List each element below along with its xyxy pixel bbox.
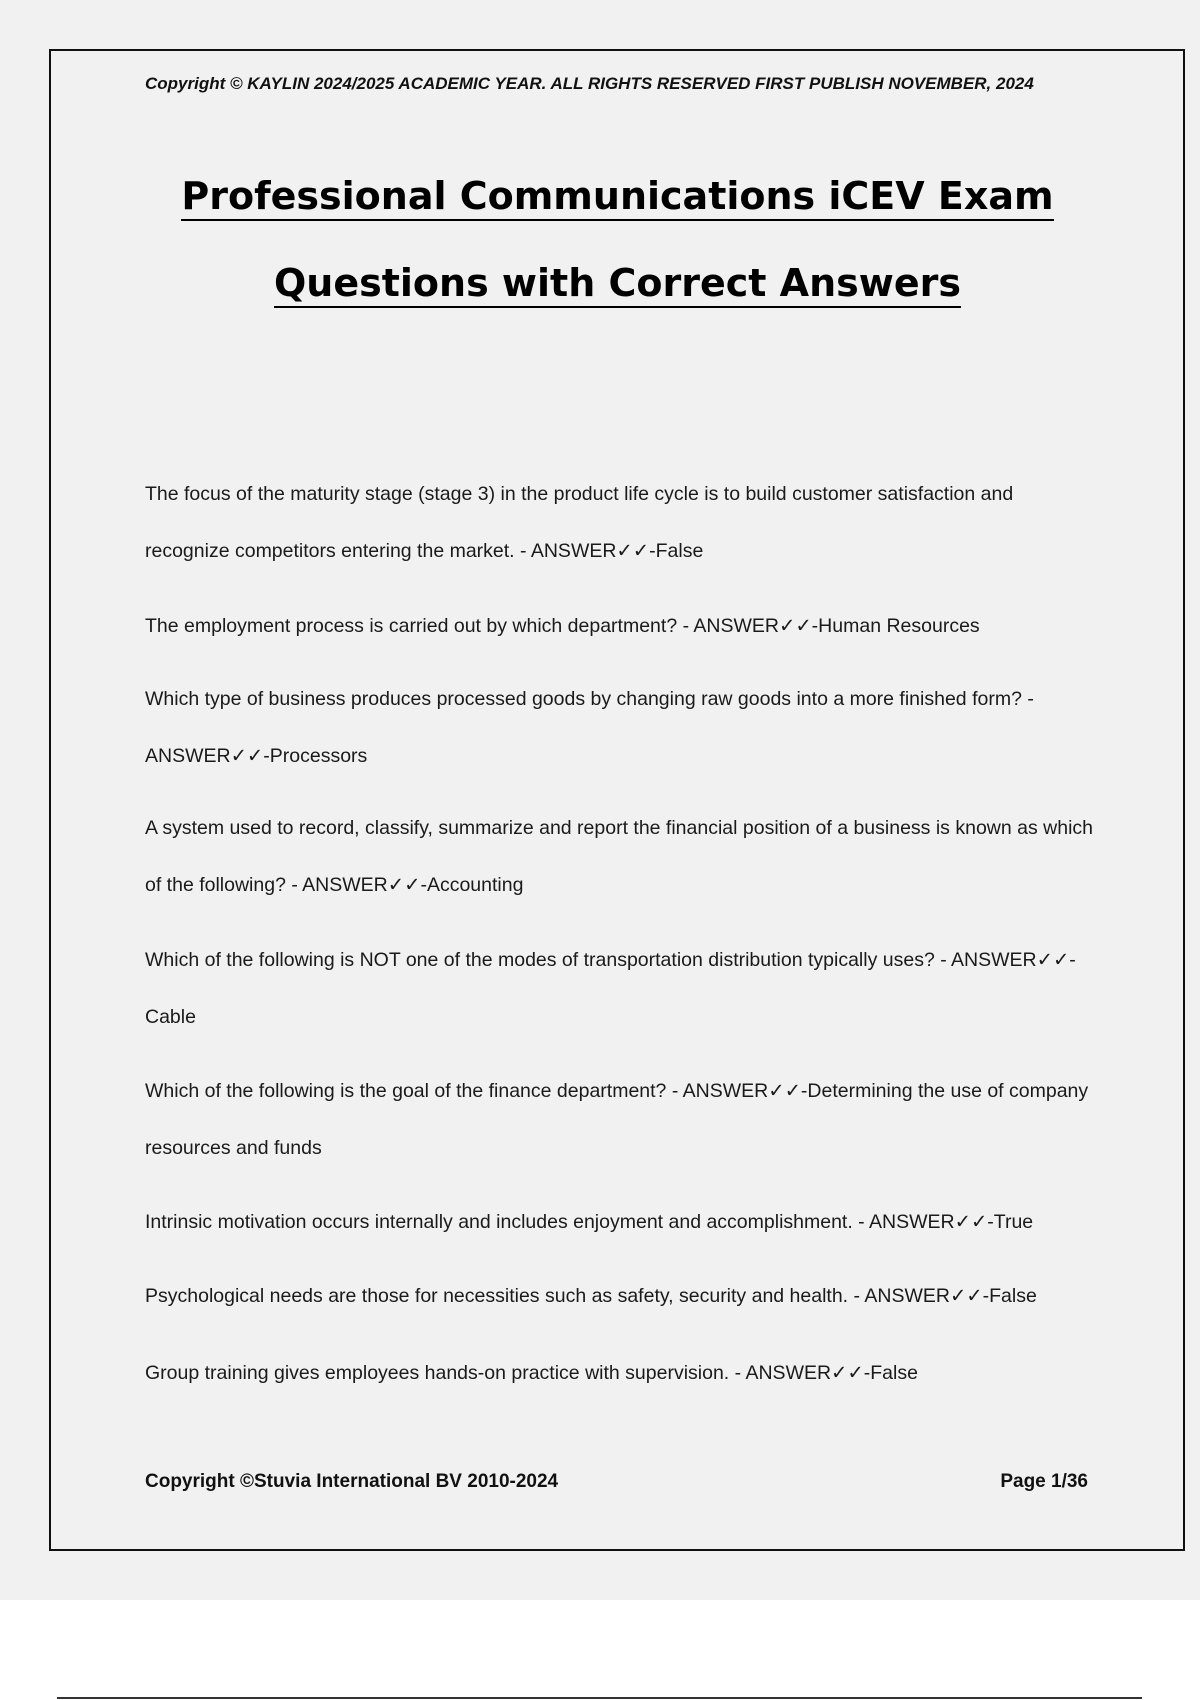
next-page-rule: [57, 1697, 1142, 1699]
qa-item-3: Which type of business produces processed goods by changing raw goods into a more finished form? - ANSWER✓✓-Processors: [145, 688, 1034, 767]
qa-item-1: The focus of the maturity stage (stage 3) in the product life cycle is to build customer satisfaction and recognize competitors entering the market. - ANSWER✓✓-False: [145, 483, 1014, 562]
page-number: Page 1/36: [1000, 1471, 1088, 1492]
qa-item-7: Intrinsic motivation occurs internally and includes enjoyment and accomplishment. - ANSWER✓✓-True: [145, 1211, 1034, 1233]
qa-item-8: Psychological needs are those for necessities such as safety, security and health. - ANSWER✓✓-False: [145, 1285, 1037, 1307]
title-line-2-text: Questions with Correct Answers: [274, 261, 961, 308]
qa-item-9: Group training gives employees hands-on practice with supervision. - ANSWER✓✓-False: [145, 1362, 918, 1384]
header-copyright: Copyright © KAYLIN 2024/2025 ACADEMIC YEAR. ALL RIGHTS RESERVED FIRST PUBLISH NOVEMBER, 2024: [145, 74, 1034, 93]
page-title-line-1: [100, 174, 1135, 221]
footer-copyright: Copyright ©Stuvia International BV 2010-2024: [145, 1471, 559, 1492]
qa-item-6: Which of the following is the goal of the finance department? - ANSWER✓✓-Determining the use of company resources and funds: [145, 1080, 1089, 1159]
title-line-1-text: Professional Communications iCEV Exam: [181, 174, 1053, 221]
page-title-line-2: [100, 261, 1135, 308]
qa-item-2: The employment process is carried out by which department? - ANSWER✓✓-Human Resources: [145, 615, 980, 637]
qa-item-5: Which of the following is NOT one of the modes of transportation distribution typically uses? - ANSWER✓✓-Cable: [145, 949, 1076, 1028]
qa-item-4: A system used to record, classify, summarize and report the financial position of a business is known as which of the following? - ANSWER✓✓-Accounting: [145, 817, 1093, 896]
